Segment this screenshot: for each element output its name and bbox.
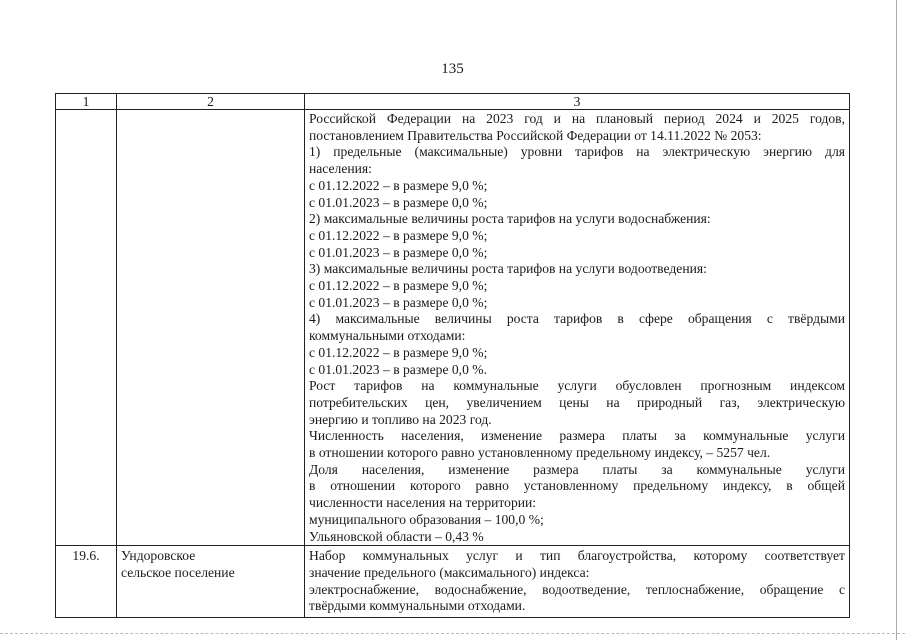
- text-line: значение предельного (максимального) индекса:: [309, 564, 590, 580]
- text-line: с 01.01.2023 – в размере 0,0 %.: [309, 361, 487, 377]
- description-cell: [305, 110, 850, 546]
- column-header-3: 3: [305, 94, 850, 110]
- text-line: в отношении которого равно установленному предельному индексу, – 5257 чел.: [309, 445, 771, 461]
- text-line: Рост тарифов на коммунальные услуги обусловлен прогнозным индексом: [309, 378, 845, 394]
- text-line: с 01.01.2023 – в размере 0,0 %;: [309, 194, 488, 210]
- text-line: численности населения на территории:: [309, 495, 537, 511]
- text-line: Ульяновской области – 0,43 %: [309, 528, 484, 544]
- text-line: с 01.01.2023 – в размере 0,0 %;: [309, 294, 488, 310]
- text-line: потребительских цен, увеличением цены на природный газ, электрическую: [309, 394, 845, 410]
- text-line: с 01.01.2023 – в размере 0,0 %;: [309, 244, 488, 260]
- settlement-name-cell: [117, 110, 305, 546]
- text-line: 4) максимальные величины роста тарифов в сфере обращения с твёрдыми: [309, 311, 845, 327]
- text-line: с 01.12.2022 – в размере 9,0 %;: [309, 344, 488, 360]
- text-line: электроснабжение, водоснабжение, водоотведение, теплоснабжение, обращение с: [309, 581, 845, 597]
- scan-edge-bottom: [0, 633, 905, 635]
- scan-edge-right: [896, 0, 897, 640]
- settlement-name-cell: [117, 546, 305, 618]
- text-line: Доля населения, изменение размера платы за коммунальные услуги: [309, 461, 845, 477]
- text-line: энергию и топливо на 2023 год.: [309, 411, 492, 427]
- settlement-name-line: сельское поселение: [121, 564, 235, 580]
- text-line: постановлением Правительства Российской Федерации от 14.11.2022 № 2053:: [309, 127, 762, 143]
- column-header-1: 1: [56, 94, 117, 110]
- text-line: с 01.12.2022 – в размере 9,0 %;: [309, 227, 488, 243]
- table-row: [56, 546, 850, 618]
- row-number-cell: 19.6.: [56, 546, 117, 618]
- row-number-cell: [56, 110, 117, 546]
- description-cell: [305, 546, 850, 618]
- text-line: Набор коммунальных услуг и тип благоустройства, которому соответствует: [309, 548, 845, 564]
- text-line: коммунальными отходами:: [309, 328, 466, 344]
- text-line: твёрдыми коммунальными отходами.: [309, 598, 526, 614]
- text-line: Российской Федерации на 2023 год и на плановый период 2024 и 2025 годов,: [309, 111, 845, 126]
- table-row: [56, 110, 850, 546]
- table-header-row: [56, 94, 850, 110]
- text-line: в отношении которого равно установленному предельному индексу, в общей: [309, 478, 845, 494]
- text-line: муниципального образования – 100,0 %;: [309, 511, 544, 527]
- text-line: Численность населения, изменение размера платы за коммунальные услуги: [309, 428, 845, 444]
- text-line: 3) максимальные величины роста тарифов на услуги водоотведения:: [309, 261, 707, 277]
- text-line: населения:: [309, 161, 372, 177]
- page-number: 135: [441, 61, 464, 77]
- text-line: 1) предельные (максимальные) уровни тарифов на электрическую энергию для: [309, 144, 845, 160]
- column-header-2: 2: [117, 94, 305, 110]
- text-line: с 01.12.2022 – в размере 9,0 %;: [309, 278, 488, 294]
- document-table: [55, 93, 850, 618]
- text-line: с 01.12.2022 – в размере 9,0 %;: [309, 177, 488, 193]
- text-line: 2) максимальные величины роста тарифов на услуги водоснабжения:: [309, 211, 711, 227]
- settlement-name-line: Ундоровское: [121, 548, 196, 564]
